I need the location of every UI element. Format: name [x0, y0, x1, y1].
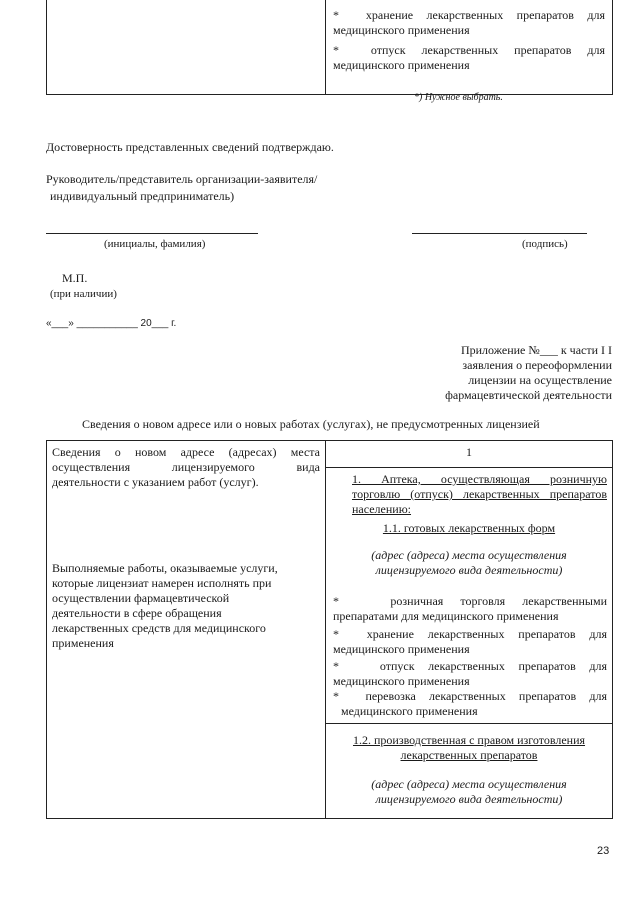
stamp-label: М.П. — [62, 271, 88, 285]
left-bottom-cell: Выполняемые работы, оказываемые услуги, которые лицензиат намерен исполнять при осуществлении фармацевтической деятельности в сфере обращения лекарственных средств для медицинского применения — [52, 561, 278, 650]
top-table-border-left — [46, 0, 47, 95]
top-table-item-dispense: * отпуск лекарственных препаратов для медицинского применения — [333, 43, 605, 72]
date-line: «___» ___________ 20___ г. — [46, 318, 177, 329]
main-table-top — [46, 440, 613, 441]
sub-1-1-label: 1.1. готовых лекарственных форм — [382, 521, 556, 535]
page-number: 23 — [597, 845, 610, 857]
appendix-line1: Приложение №___ к части I I — [460, 343, 612, 357]
section-title: Сведения о новом адресе или о новых работах (услугах), не предусмотренных лицензией — [82, 417, 540, 431]
row-divider-2 — [325, 723, 613, 724]
top-table-item-storage: * хранение лекарственных препаратов для медицинского применения — [333, 8, 605, 37]
appendix-header — [445, 343, 612, 403]
appendix-line3: лицензии на осуществление — [468, 373, 612, 387]
stamp-note: (при наличии) — [50, 288, 117, 300]
main-table-right — [612, 440, 613, 819]
head-title-line1: Руководитель/представитель организации-заявителя/ — [46, 172, 318, 186]
column-number: 1 — [466, 445, 472, 459]
pharmacy-heading: 1. Аптека, осуществляющая розничную торговлю (отпуск) лекарственных препаратов населению: — [352, 472, 607, 516]
sub-1-2-label: 1.2. производственная с правом изготовления лекарственных препаратов — [352, 733, 586, 762]
confirmation-text: Достоверность представленных сведений подтверждаю. — [46, 140, 334, 154]
main-table-left — [46, 440, 47, 819]
appendix-line2: заявления о переоформлении — [462, 358, 612, 372]
sign-signature-line — [412, 233, 587, 234]
address-placeholder-2: (адрес (адреса) места осуществления лицензируемого вида деятельности) — [371, 777, 567, 806]
left-top-cell: Сведения о новом адресе (адресах) места осуществления лицензируемого вида деятельности с указанием работ (услуг). — [52, 445, 320, 489]
caption-sign: (подпись) — [522, 238, 568, 250]
item-storage: * хранение лекарственных препаратов для медицинского применения — [333, 627, 608, 656]
item-dispense: * отпуск лекарственных препаратов для медицинского применения — [333, 659, 608, 688]
main-table-bottom — [46, 818, 613, 819]
top-table-border-bottom — [46, 94, 613, 95]
item-retail: * розничная торговля лекарственными препаратами для медицинского применения — [333, 594, 607, 623]
top-table-border-right — [612, 0, 613, 95]
head-title-line2: индивидуальный предприниматель) — [50, 189, 235, 203]
item-transport: * перевозка лекарственных препаратов для медицинского применения — [333, 689, 608, 718]
choose-note: *) Нужное выбрать. — [414, 92, 503, 103]
row-divider-1 — [325, 467, 613, 468]
name-signature-line — [46, 233, 258, 234]
top-table-border-mid — [325, 0, 326, 95]
caption-name: (инициалы, фамилия) — [104, 238, 206, 250]
appendix-line4: фармацевтической деятельности — [445, 388, 612, 402]
address-placeholder-1: (адрес (адреса) места осуществления лицензируемого вида деятельности) — [371, 548, 567, 577]
